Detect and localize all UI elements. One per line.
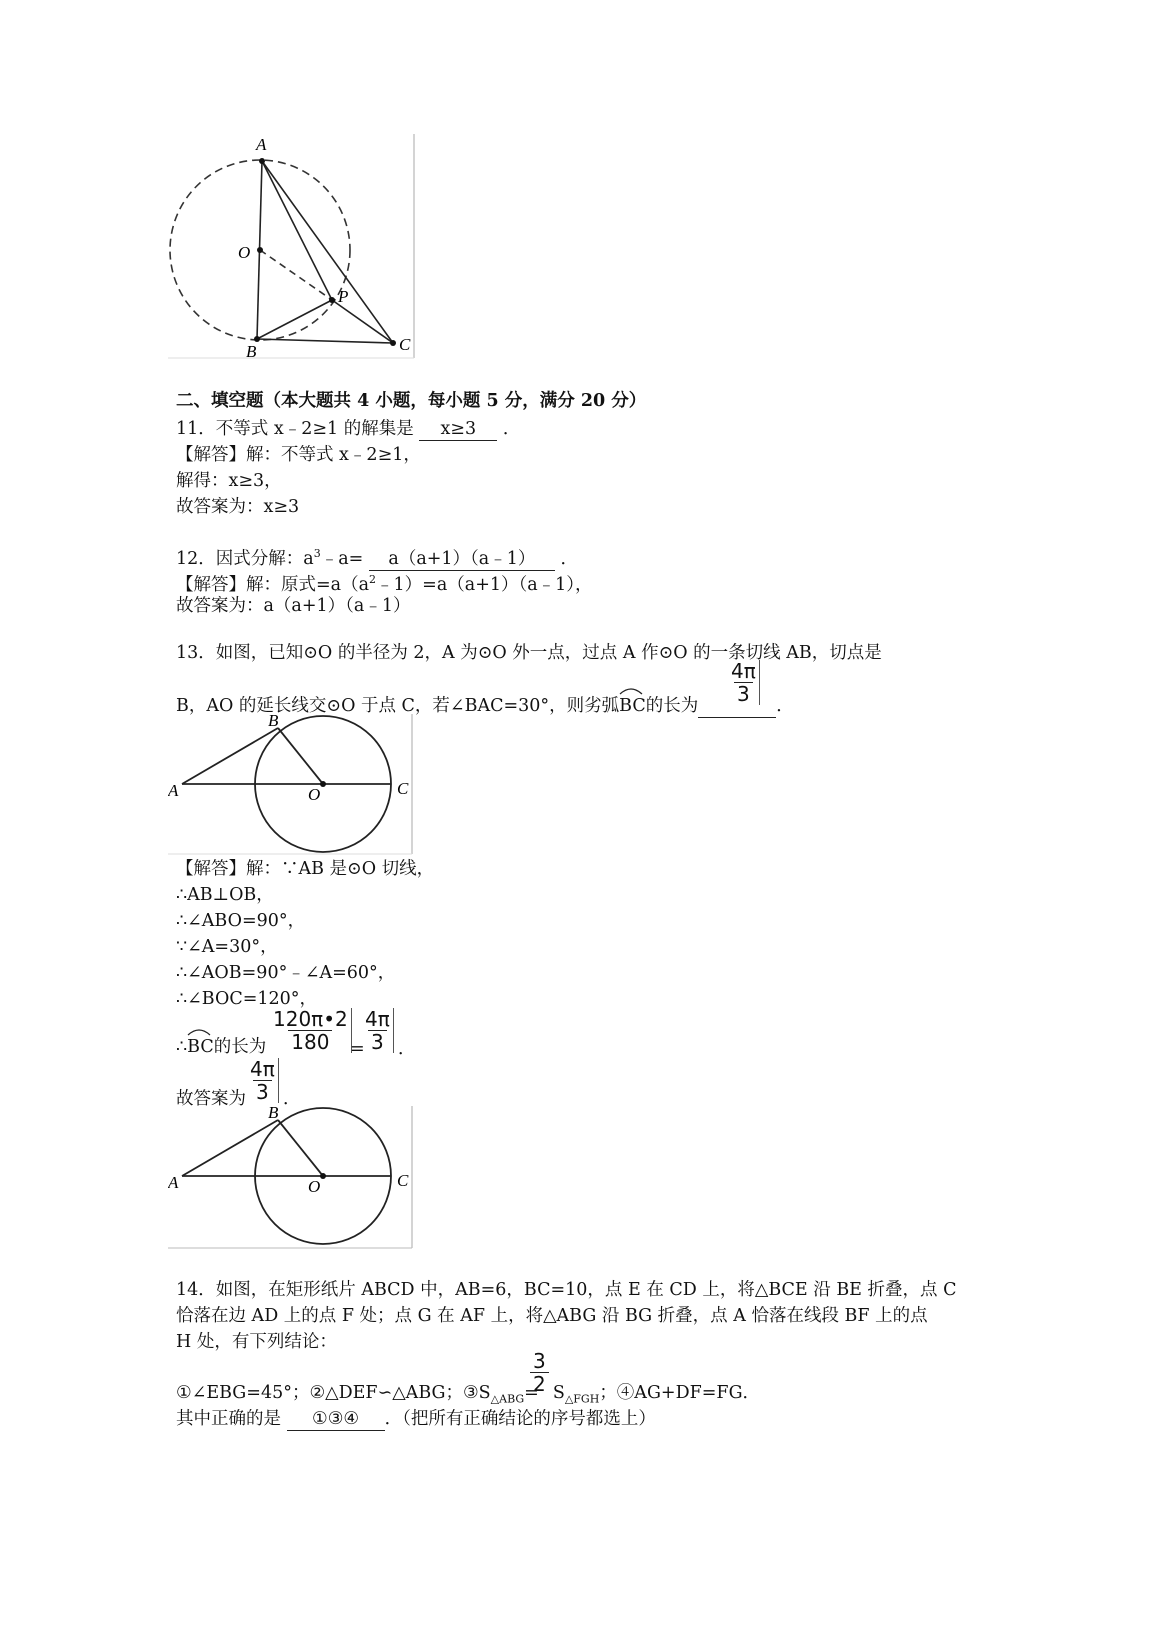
figure-3-drawing (168, 1106, 414, 1250)
fig3-label-b: B (268, 1106, 279, 1122)
q12-stem-b: ﹣a= (320, 548, 364, 569)
fig3-label-o: O (308, 1177, 321, 1196)
q13-solution-6: ∴∠BOC=120°， (176, 989, 318, 1009)
q14-line5-b: ．（把所有正确结论的序号都选上） (384, 1409, 656, 1429)
q12-sol-sup: 2 (369, 573, 377, 586)
question-14-answer-line (176, 1406, 656, 1432)
figure-1-drawing (168, 132, 416, 360)
q13-answer-numerator: 4π (731, 659, 756, 683)
question-14-line-2: 恰落在边 AD 上的点 F 处；点 G 在 AF 上，将△ABG 沿 BG 折叠，点 A 恰落在线段 BF 上的点 (176, 1306, 928, 1326)
q13-solution-8: 故答案为 (176, 1089, 246, 1109)
q12-end: ． (560, 548, 578, 569)
q12-answer: a（a+1）（a﹣1） (369, 548, 555, 571)
q13-solution-3: ∴∠ABO=90°， (176, 911, 306, 931)
figure-tangent-circle-2 (168, 1106, 414, 1250)
arc-bc-text-2: BC (187, 1037, 214, 1057)
fig2-label-b: B (268, 714, 279, 730)
frac3-numerator: 4π (250, 1057, 275, 1081)
point-label-c: C (399, 335, 411, 354)
q12-solution-2: 故答案为：a（a+1）（a﹣1） (176, 596, 411, 616)
question-14-line-3: H 处，有下列结论： (176, 1332, 337, 1352)
q14-opt-s2: S (552, 1383, 565, 1403)
q11-solution-2: 解得：x≥3， (176, 471, 282, 491)
frac3-denominator: 3 (253, 1080, 272, 1103)
q13-solution-5: ∴∠AOB=90°﹣∠A=60°， (176, 963, 396, 983)
q14-answer: ①③④ (287, 1408, 385, 1431)
q11-solution-1: 【解答】解：不等式 x﹣2≥1， (176, 445, 421, 465)
arc-bc-label-2 (187, 1034, 214, 1060)
q13-line2-b: 的长为 (645, 696, 699, 716)
q13-solution-1: 【解答】解：∵AB 是⊙O 切线， (176, 859, 435, 879)
q13-formula-fraction-2 (362, 1008, 394, 1053)
q12-stem-a: 12．因式分解：a (176, 548, 314, 569)
fig2-label-o: O (308, 785, 321, 804)
q14-sub-abg: △ABG (490, 1392, 525, 1406)
figure-circle-apbc (168, 132, 416, 360)
q13-answer-blank (698, 695, 776, 718)
q13-final-fraction (247, 1058, 279, 1103)
question-14-line-1: 14．如图，在矩形纸片 ABCD 中，AB=6，BC=10，点 E 在 CD 上，将△BCE 沿 BE 折叠，点 C (176, 1280, 957, 1300)
q14-opt-eq: = (524, 1383, 539, 1403)
q13-sol7-a: ∴ (176, 1037, 188, 1057)
q13-sol7-b: 的长为 (213, 1037, 267, 1057)
question-13-line-1: 13．如图，已知⊙O 的半径为 2，A 为⊙O 外一点，过点 A 作⊙O 的一条切线 AB，切点是 (176, 643, 882, 663)
q12-sol1-b: ﹣1）=a（a+1）（a﹣1）， (376, 574, 593, 595)
q11-solution-3: 故答案为：x≥3 (176, 497, 300, 517)
fig3-label-c: C (397, 1171, 409, 1190)
q13-sol8-end: ． (283, 1089, 301, 1109)
figure-tangent-circle-1 (168, 714, 414, 856)
frac1-numerator: 120π•2 (273, 1007, 348, 1031)
arc-mark-icon (619, 685, 643, 695)
q13-formula-fraction-1 (270, 1008, 352, 1053)
q13-sol7-end: ． (398, 1039, 416, 1059)
arc-bc-text: BC (619, 696, 646, 716)
point-label-a: A (256, 135, 267, 154)
arc-mark-icon-2 (187, 1026, 211, 1036)
q14-opt-b: ；④AG+DF=FG． (599, 1383, 761, 1403)
frac2-denominator: 3 (368, 1030, 387, 1053)
frac1-denominator: 180 (288, 1030, 332, 1053)
q12-sup: 3 (313, 547, 321, 560)
q13-answer-denominator: 3 (734, 682, 753, 705)
point-label-b: B (246, 342, 257, 360)
q14-frac-denominator: 2 (530, 1372, 549, 1395)
question-11 (176, 416, 520, 442)
point-label-o: O (238, 243, 251, 262)
q12-sol1-a: 【解答】解：原式=a（a (176, 574, 370, 595)
q13-end: ． (776, 696, 794, 716)
q13-solution-2: ∴AB⊥OB， (176, 885, 274, 905)
arc-bc-label (619, 693, 646, 719)
q14-sub-fgh: △FGH (564, 1392, 600, 1406)
fig2-label-a: A (168, 781, 179, 800)
section-heading: 二、填空题（本大题共 4 小题，每小题 5 分，满分 20 分） (176, 391, 647, 411)
q14-opt-a: ①∠EBG=45°；②△DEF∽△ABG；③S (176, 1383, 491, 1403)
q14-line5-a: 其中正确的是 (176, 1409, 281, 1429)
point-label-p: P (338, 287, 349, 306)
q13-solution-4: ∵∠A=30°， (176, 937, 278, 957)
q13-equals: = (350, 1039, 365, 1059)
figure-2-drawing (168, 714, 414, 856)
q14-frac-numerator: 3 (533, 1349, 546, 1373)
fig2-label-c: C (397, 779, 409, 798)
q11-answer: x≥3 (419, 418, 497, 441)
q11-end: ． (502, 419, 521, 439)
frac2-numerator: 4π (365, 1007, 390, 1031)
q11-stem: 11．不等式 x﹣2≥1 的解集是 (176, 419, 414, 439)
q13-line2-a: B，AO 的延长线交⊙O 于点 C，若∠BAC=30°，则劣弧 (176, 696, 620, 716)
fig3-label-a: A (168, 1173, 179, 1192)
